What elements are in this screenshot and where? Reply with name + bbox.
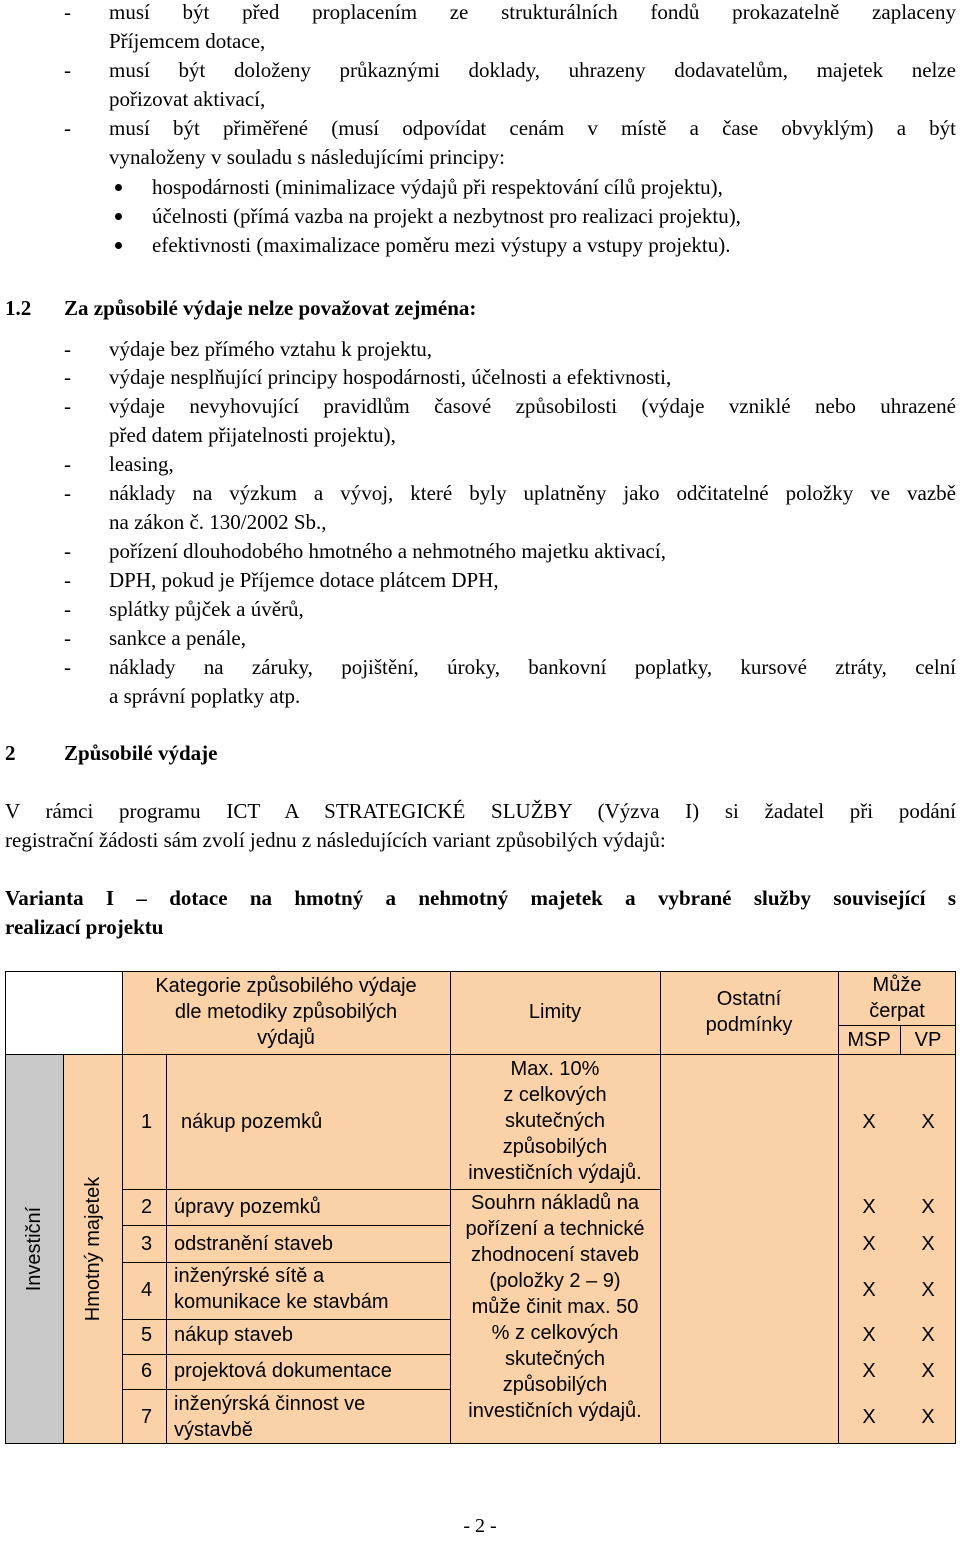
- limit-line: % z celkových: [491, 1322, 619, 1344]
- row-name-line: komunikace ke stavbám: [174, 1291, 389, 1313]
- list-item-line: před datem přijatelnosti projektu),: [109, 423, 396, 447]
- list-item-line: Příjemcem dotace,: [109, 29, 266, 53]
- row-number: 3: [141, 1233, 153, 1255]
- bullet-icon: [115, 242, 122, 249]
- row-vp: X: [921, 1360, 935, 1382]
- row-vp: X: [921, 1111, 935, 1133]
- limit-line: (položky 2 – 9): [489, 1270, 621, 1292]
- limit-line: z celkových: [503, 1084, 607, 1106]
- limit-line: investičních výdajů.: [468, 1400, 642, 1422]
- page-number: - 2 -: [463, 1515, 497, 1537]
- list-dash: -: [64, 58, 71, 82]
- row-msp: X: [862, 1111, 876, 1133]
- list-dash: -: [64, 626, 71, 650]
- row-number: 1: [141, 1111, 153, 1133]
- section-heading: Způsobilé výdaje: [64, 741, 218, 765]
- table-border: [122, 1225, 450, 1226]
- row-msp: X: [862, 1279, 876, 1301]
- row-name-line: inženýrská činnost ve: [174, 1393, 366, 1415]
- row-msp: X: [862, 1196, 876, 1218]
- list-item-line: výdaje nesplňující principy hospodárnosti, účelnosti a efektivnosti,: [109, 365, 672, 389]
- header-limits: Limity: [528, 1001, 582, 1023]
- variant-heading-line: realizací projektu: [5, 915, 164, 939]
- limit-line: může činit max. 50: [471, 1296, 639, 1318]
- table-border: [5, 1054, 956, 1055]
- limit-line: Souhrn nákladů na: [471, 1192, 639, 1214]
- list-item-line: výdaje bez přímého vztahu k projektu,: [109, 337, 433, 361]
- row-name: nákup staveb: [174, 1324, 293, 1346]
- paragraph-line: V rámci programu ICT A STRATEGICKÉ SLUŽBY (Výzva I) si žadatel při podání: [5, 799, 956, 823]
- list-dash: -: [64, 452, 71, 476]
- row-number: 6: [141, 1360, 153, 1382]
- list-item-line: na zákon č. 130/2002 Sb.,: [109, 510, 327, 534]
- header-category-line: Kategorie způsobilého výdaje: [155, 975, 417, 997]
- subgroup-label: Hmotný majetek: [82, 1176, 104, 1322]
- limit-line: zhodnocení staveb: [471, 1244, 639, 1266]
- section-number: 2: [5, 741, 16, 765]
- header-category: [122, 973, 450, 1051]
- table-border: [5, 971, 956, 972]
- table-border: [838, 1025, 956, 1026]
- limit-land: [450, 1056, 660, 1186]
- row-name-line: inženýrské sítě a: [174, 1265, 325, 1287]
- list-dash: -: [64, 394, 71, 418]
- list-dash: -: [64, 539, 71, 563]
- list-item-line: vynaloženy v souladu s následujícími principy:: [109, 145, 506, 169]
- table-border: [660, 971, 661, 1444]
- row-name: nákup pozemků: [181, 1111, 323, 1133]
- table-border: [5, 971, 6, 1444]
- list-item-line: a správní poplatky atp.: [109, 684, 301, 708]
- limit-buildings: [450, 1190, 660, 1424]
- group-label: Investiční: [23, 1206, 45, 1292]
- list-dash: -: [64, 597, 71, 621]
- table-border: [122, 1189, 450, 1190]
- list-item-line: pořízení dlouhodobého hmotného a nehmotného majetku aktivací,: [109, 539, 666, 563]
- header-blank-cell: [5, 971, 122, 1054]
- limit-line: způsobilých: [502, 1136, 608, 1158]
- row-name-line: výstavbě: [174, 1419, 253, 1441]
- list-item-line: splátky půjček a úvěrů,: [109, 597, 304, 621]
- limit-line: Max. 10%: [510, 1058, 600, 1080]
- table-border: [5, 1443, 956, 1444]
- list-item-line: musí být před proplacením ze strukturálních fondů prokazatelně zaplaceny: [109, 0, 956, 24]
- row-vp: X: [921, 1233, 935, 1255]
- table-border: [122, 1319, 450, 1320]
- table-border: [122, 1389, 450, 1390]
- list-item-line: náklady na záruky, pojištění, úroky, bankovní poplatky, kursové ztráty, celní: [109, 655, 956, 679]
- row-msp: X: [862, 1360, 876, 1382]
- section-number: 1.2: [5, 296, 32, 320]
- list-dash: -: [64, 116, 71, 140]
- row-name: odstranění staveb: [174, 1233, 333, 1255]
- list-item-line: sankce a penále,: [109, 626, 247, 650]
- header-category-line: dle metodiky způsobilých: [174, 1001, 398, 1023]
- table-border: [122, 1354, 450, 1355]
- row-number: 2: [141, 1196, 153, 1218]
- variant-heading-line: Varianta I – dotace na hmotný a nehmotný majetek a vybrané služby související s: [5, 886, 956, 910]
- header-conditions: [660, 986, 838, 1038]
- list-item-line: pořizovat aktivací,: [109, 87, 266, 111]
- row-msp: X: [862, 1406, 876, 1428]
- header-can-draw-line: Může: [872, 974, 922, 996]
- limit-line: způsobilých: [502, 1374, 608, 1396]
- list-dash: -: [64, 481, 71, 505]
- limit-line: pořízení a technické: [465, 1218, 645, 1240]
- bullet-icon: [115, 184, 122, 191]
- list-item-line: výdaje nevyhovující pravidlům časové způsobilosti (výdaje vzniklé nebo uhrazené: [109, 394, 956, 418]
- row-name: projektová dokumentace: [174, 1360, 392, 1382]
- bullet-item: efektivnosti (maximalizace poměru mezi výstupy a vstupy projektu).: [152, 233, 731, 257]
- list-item-line: musí být přiměřené (musí odpovídat cenám v místě a čase obvyklým) a být: [109, 116, 956, 140]
- header-can-draw-line: čerpat: [869, 1000, 925, 1022]
- list-dash: -: [64, 568, 71, 592]
- list-dash: -: [64, 655, 71, 679]
- list-item-line: náklady na výzkum a vývoj, které byly uplatněny jako odčitatelné položky ve vazbě: [109, 481, 956, 505]
- table-border: [166, 1054, 167, 1444]
- row-name: úpravy pozemků: [174, 1196, 321, 1218]
- bullet-item: účelnosti (přímá vazba na projekt a nezbytnost pro realizaci projektu),: [152, 204, 741, 228]
- limit-line: skutečných: [504, 1110, 606, 1132]
- list-item-line: musí být doloženy průkaznými doklady, uhrazeny dodavatelům, majetek nelze: [109, 58, 956, 82]
- row-number: 5: [141, 1324, 153, 1346]
- list-dash: -: [64, 365, 71, 389]
- row-vp: X: [921, 1196, 935, 1218]
- header-category-line: výdajů: [257, 1027, 315, 1049]
- table-border: [63, 1054, 64, 1444]
- list-dash: -: [64, 0, 71, 24]
- header-vp: VP: [914, 1029, 942, 1051]
- header-conditions-line: podmínky: [705, 1014, 793, 1036]
- limit-line: skutečných: [504, 1348, 606, 1370]
- bullet-icon: [115, 213, 122, 220]
- row-vp: X: [921, 1279, 935, 1301]
- bullet-item: hospodárnosti (minimalizace výdajů při respektování cílů projektu),: [152, 175, 723, 199]
- header-conditions-line: Ostatní: [716, 988, 782, 1010]
- row-name: [174, 1391, 365, 1443]
- row-msp: X: [862, 1324, 876, 1346]
- row-vp: X: [921, 1406, 935, 1428]
- row-name: [174, 1263, 389, 1315]
- header-msp: MSP: [847, 1029, 891, 1051]
- row-number: 4: [141, 1279, 153, 1301]
- row-vp: X: [921, 1324, 935, 1346]
- paragraph-line: registrační žádosti sám zvolí jednu z následujících variant způsobilých výdajů:: [5, 828, 666, 852]
- list-item-line: leasing,: [109, 452, 174, 476]
- row-msp: X: [862, 1233, 876, 1255]
- limit-line: investičních výdajů.: [468, 1162, 642, 1184]
- section-heading: Za způsobilé výdaje nelze považovat zejména:: [64, 296, 477, 320]
- header-can-draw: [838, 972, 956, 1024]
- list-dash: -: [64, 337, 71, 361]
- row-number: 7: [141, 1406, 153, 1428]
- list-item-line: DPH, pokud je Příjemce dotace plátcem DPH,: [109, 568, 499, 592]
